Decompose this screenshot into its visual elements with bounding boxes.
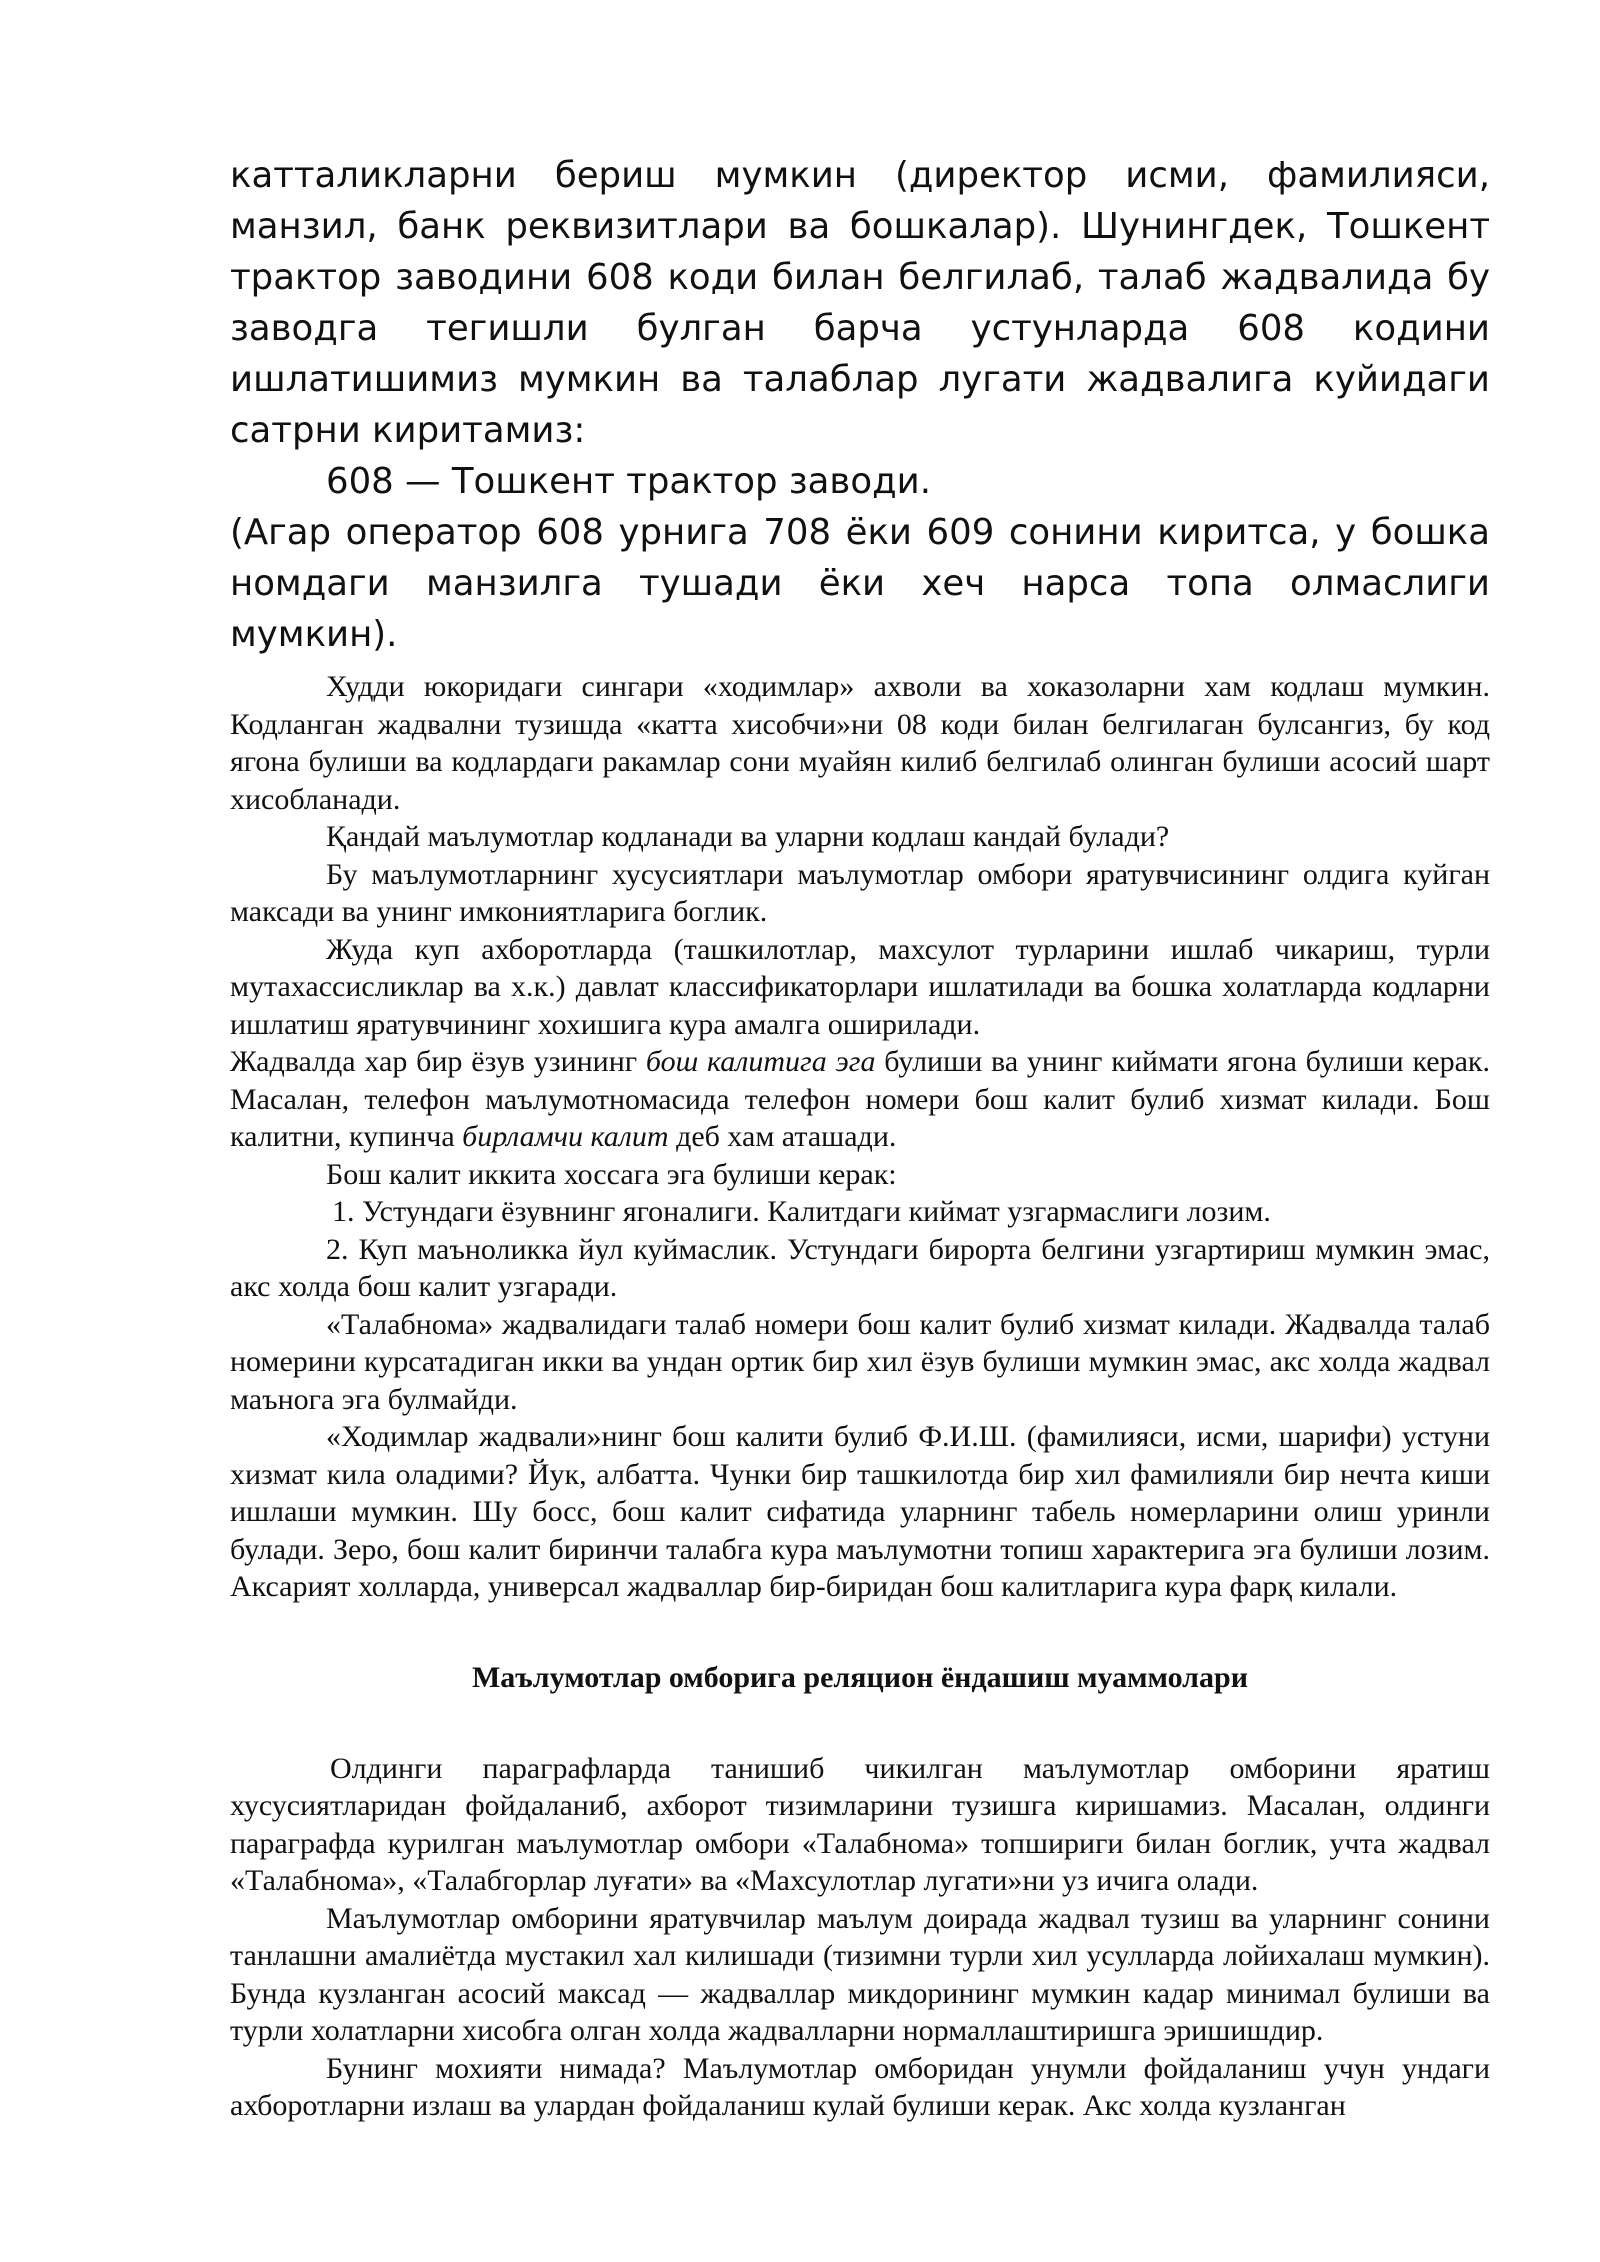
operator-note: (Агар оператор 608 урнига 708 ёки 609 сонини киритса, у бошка номдаги манзилга тушади ёки хеч нарса топа олмаслиги мумкин). — [230, 512, 1490, 655]
paragraph-application-table: «Талабнома» жадвалидаги талаб номери бош калит булиб хизмат килади. Жадвалда талаб номерини курсатадиган икки ва ундан ортик бир хил ёзув булиши мумкин эмас, акс холда жадвал маънога эга булмайди. — [230, 1307, 1490, 1416]
list-item-ambiguity: 2. Куп маъноликка йул куймаслик. Устундаги бирорта белгини узгартириш мумкин эмас, акс холда бош калит узгаради. — [230, 1232, 1490, 1303]
paragraph-primary-key — [230, 1043, 1490, 1156]
intro-block — [230, 150, 1490, 660]
paragraph-key-properties-intro: Бош калит иккита хоссага эга булиши керак: — [326, 1157, 897, 1191]
text-run: Жадвалда хар бир ёзув узининг — [230, 1045, 646, 1078]
paragraph-previous-sections: Олдинги параграфларда танишиб чикилган маълумотлар омборини яратиш хусусиятларидан фойдаланиб, ахборот тизимларини тузишга киришамиз. Масалан, олдинги параграфда курилган маълумотлар омбори «Талабнома» топшириги билан боглик, учта жадвал «Талабнома», «Талабгорлар луғати» ва «Махсулотлар лугати»ни уз ичига олади. — [230, 1751, 1490, 1897]
document-page — [230, 150, 1490, 2125]
paragraph-staff-table: «Ходимлар жадвали»нинг бош калити булиб Ф.И.Ш. (фамилияси, исми, шарифи) устуни хизмат кила оладими? Йук, албатта. Чунки бир ташкилотда бир хил фамилияли бир нечта киши ишлаши мумкин. Шу босс, бош калит сифатида уларнинг табель номерларини олиш уринли булади. Зеро, бош калит биринчи талабга кура маълумотни топиш характерига эга булиши лозим. Аксарият холларда, универсал жадваллар бир-биридан бош калитларига кура фарқ килали. — [230, 1420, 1490, 1603]
intro-paragraph: катталикларни бериш мумкин (директор исми, фамилияси, манзил, банк реквизитлари ва бошкалар). Шунингдек, Тошкент трактор заводини 608 коди билан белгилаб, талаб жадвалида бу заводга тегишли булган барча устунларда 608 кодини ишлатишимиз мумкин ва талаблар лугати жадвалига куйидаги сатрни киритамиз: — [230, 155, 1490, 451]
code-example-line: 608 — Тошкент трактор заводи. — [326, 461, 931, 502]
body-text — [230, 668, 1490, 2125]
italic-term-first-key: бирламчи калит — [462, 1120, 669, 1153]
text-run: деб хам аташади. — [668, 1120, 897, 1153]
paragraph-essence: Бунинг мохияти нимада? Маълумотлар омборидан унумли фойдаланиш учун ундаги ахборотларни излаш ва улардан фойдаланиш кулай булиши керак. Акс холда кузланган — [230, 2051, 1490, 2122]
paragraph-properties: Бу маълумотларнинг хусусиятлари маълумотлар омбори яратувчисининг олдига куйган максади ва унинг имкониятларига боглик. — [230, 857, 1490, 928]
paragraph-classifiers: Жуда куп ахборотларда (ташкилотлар, махсулот турларини ишлаб чикариш, турли мутахассисликлар ва х.к.) давлат классификаторлари ишлатилади ва бошка холатларда кодларни ишлатиш яратувчининг хохишига кура амалга оширилади. — [230, 932, 1490, 1041]
paragraph-coding-staff: Худди юкоридаги сингари «ходимлар» ахволи ва хоказоларни хам кодлаш мумкин. Кодланган жадвални тузишда «катта хисобчи»ни 08 коди билан белгилаган булсангиз, бу код ягона булиши ва кодлардаги ракамлар сони муайян килиб белгилаб олинган булиши асосий шарт хисобланади. — [230, 670, 1490, 816]
section-heading: Маълумотлар омборига реляцион ёндашиш муаммолари — [471, 1660, 1248, 1694]
italic-term-primary-key: бош калитига эга — [645, 1045, 876, 1078]
paragraph-question: Қандай маълумотлар кодланади ва уларни кодлаш кандай булади? — [326, 820, 1170, 853]
paragraph-designers: Маълумотлар омборини яратувчилар маълум доирада жадвал тузиш ва уларнинг сонини танлашни амалиётда мустакил хал килишади (тизимни турли хил усулларда лойихалаш мумкин). Бунда кузланган асосий максад — жадваллар микдорининг мумкин кадар минимал булиши ва турли холатларни хисобга олган холда жадвалларни нормаллаштиришга эришишдир. — [230, 1901, 1490, 2047]
text-run: булиши ва унинг киймати ягона булиши керак. Масалан, телефон маълумотномасида телефон номери бош калит булиб хизмат килади. Бош калитни, купинча — [230, 1045, 1490, 1153]
list-item-uniqueness: 1. Устундаги ёзувнинг ягоналиги. Калитдаги киймат узгармаслиги лозим. — [332, 1195, 1271, 1228]
